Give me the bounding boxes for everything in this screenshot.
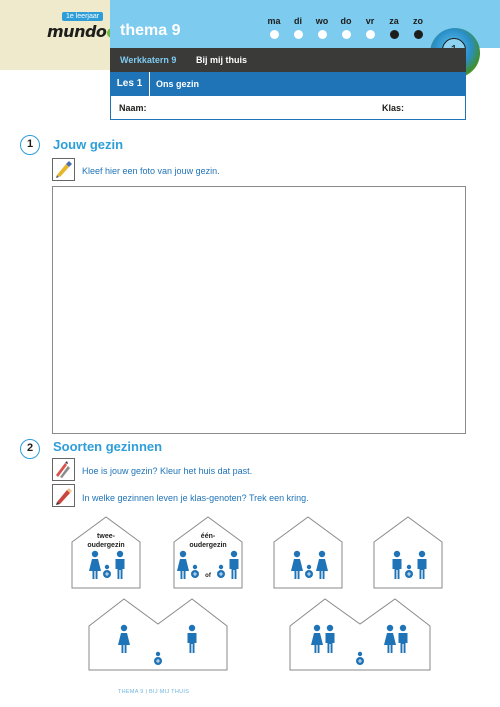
day-dot-icon[interactable] — [342, 30, 351, 39]
house-two-mothers[interactable] — [274, 517, 342, 588]
name-row — [110, 96, 466, 120]
werkkatern-title: Bij mij thuis — [196, 55, 248, 65]
house-label: oudergezin — [189, 542, 227, 549]
house-label: één- — [200, 533, 216, 540]
day-dot-filled-icon[interactable] — [414, 30, 423, 39]
section-title: Soorten gezinnen — [53, 439, 163, 454]
day-label: do — [340, 16, 352, 26]
day-dot-filled-icon[interactable] — [390, 30, 399, 39]
day-dot-icon[interactable] — [294, 30, 303, 39]
day-zo — [406, 16, 430, 39]
mundo-logo — [47, 22, 117, 41]
house-blended-family[interactable] — [290, 599, 430, 670]
theme-title: thema 9 — [120, 22, 181, 39]
instruction-text: In welke gezinnen leven je klas-genoten? Trek een kring. — [82, 493, 309, 503]
photo-area[interactable] — [52, 186, 466, 434]
day-dot-icon[interactable] — [318, 30, 327, 39]
werkkatern-label: Werkkatern 9 — [120, 55, 177, 65]
crayons-icon — [52, 458, 75, 481]
house-two-fathers[interactable] — [374, 517, 442, 588]
or-text: of — [205, 573, 211, 579]
day-label: wo — [315, 16, 329, 26]
day-label: vr — [365, 16, 375, 26]
instruction-text: Hoe is jouw gezin? Kleur het huis dat past. — [82, 466, 253, 476]
section-number: 1 — [20, 135, 40, 155]
day-dot-icon[interactable] — [270, 30, 279, 39]
house-co-parenting[interactable] — [89, 599, 227, 670]
lesson-title: Ons gezin — [156, 79, 200, 89]
day-ma — [262, 16, 286, 39]
instruction-text: Kleef hier een foto van jouw gezin. — [82, 166, 220, 176]
day-label: za — [389, 16, 399, 26]
section-title: Jouw gezin — [53, 137, 124, 152]
day-label: di — [294, 16, 302, 26]
day-wo — [310, 16, 334, 39]
day-vr — [358, 16, 382, 39]
pencil-icon — [52, 484, 75, 507]
grade-badge: 1e leerjaar — [62, 12, 103, 21]
day-label: ma — [267, 16, 281, 26]
house-two-parent[interactable] — [72, 517, 140, 588]
lesson-label: Les 1 — [110, 72, 150, 96]
day-dot-icon[interactable] — [366, 30, 375, 39]
class-field-label[interactable]: Klas: — [382, 103, 405, 113]
house-label: oudergezin — [87, 542, 125, 549]
family-houses — [0, 510, 500, 675]
name-field-label[interactable]: Naam: — [119, 103, 147, 113]
weekday-tracker — [262, 16, 430, 39]
day-do — [334, 16, 358, 39]
day-label: zo — [413, 16, 423, 26]
section-number: 2 — [20, 439, 40, 459]
day-za — [382, 16, 406, 39]
glue-stick-icon — [52, 158, 75, 181]
logo-text: mundo — [47, 22, 107, 41]
page-footer: THEMA 9 | BIJ MIJ THUIS — [118, 689, 190, 695]
house-label: twee- — [97, 533, 115, 540]
day-di — [286, 16, 310, 39]
